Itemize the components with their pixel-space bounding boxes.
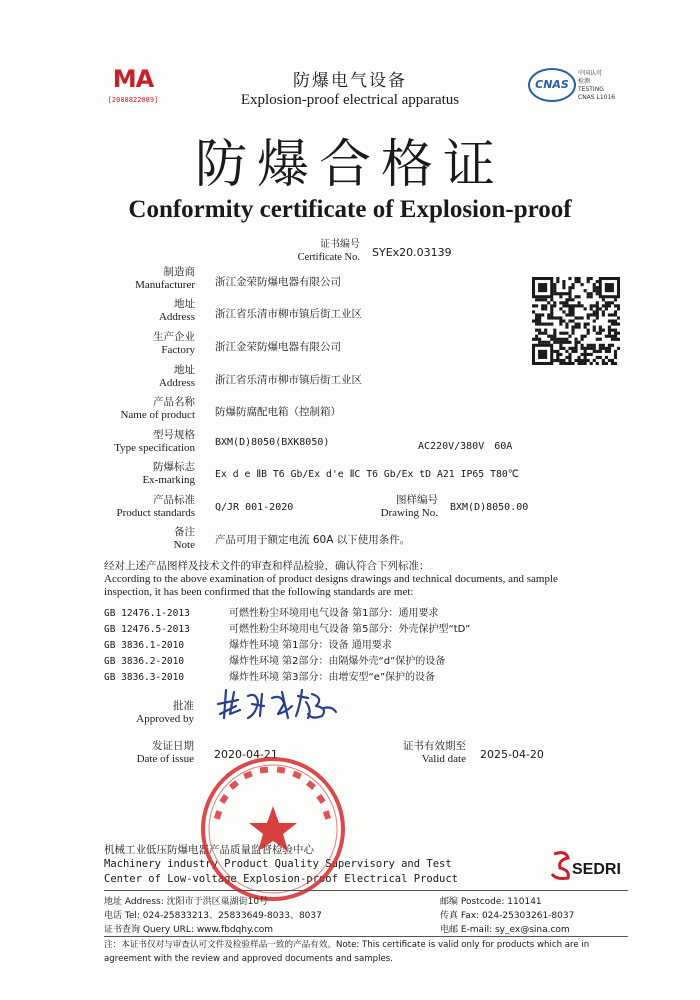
contact-email[interactable]: 电邮 E-mail: sy_ex@sina.com	[440, 925, 570, 935]
issue-date-label-cn: 发证日期	[152, 740, 194, 752]
product-name-value: 防爆防腐配电箱（控制箱）	[215, 406, 341, 418]
header-title-en: Explosion-proof electrical apparatus	[240, 92, 460, 108]
organization-name-cn: 机械工业低压防爆电器产品质量监督检验中心	[104, 844, 314, 856]
certificate-no-label	[270, 238, 360, 264]
approved-by-label	[74, 700, 194, 726]
standard-code: GB 12476.1-2013	[104, 608, 190, 619]
standard-name: 爆炸性环境 第2部分：由隔爆外壳“d”保护的设备	[229, 656, 446, 667]
manufacturer-label	[75, 266, 195, 292]
inspection-statement-en-1: According to the above examination of product designs drawings and technical documents, and sample	[104, 573, 558, 585]
product-standards-label-en: Product standards	[116, 507, 195, 519]
drawing-no-label-en: Drawing No.	[380, 507, 438, 519]
manufacturer-value: 浙江金荣防爆电器有限公司	[215, 276, 341, 288]
ex-marking-value: Ex d e ⅡB T6 Gb/Ex d'e ⅡC T6 Gb/Ex tD A21 IP65 T80℃	[215, 469, 519, 480]
standard-name: 爆炸性环境 第1部分：设备 通用要求	[229, 640, 392, 651]
product-name-label-en: Name of product	[120, 409, 195, 421]
qr-code-icon	[532, 277, 620, 365]
issue-date-value: 2020-04-21	[214, 748, 278, 761]
type-spec-rating: AC220V/380V 60A	[418, 441, 513, 452]
address-label-en: Address	[158, 311, 195, 323]
cnas-text	[578, 70, 615, 102]
sedri-logo-text: SEDRI	[572, 861, 620, 878]
standard-row	[104, 604, 439, 619]
valid-date-label-en: Valid date	[421, 753, 466, 765]
product-name-label-cn: 产品名称	[153, 396, 195, 408]
organization-name-en-1: Machinery industry Product Quality Supervisory and Test	[104, 858, 452, 870]
cnas-line-4: CNAS L1016	[578, 94, 616, 101]
certificate-no-label-cn: 证书编号	[320, 239, 360, 250]
drawing-no-value: BXM(D)8050.00	[450, 502, 529, 513]
ex-marking-label-cn: 防爆标志	[153, 461, 195, 473]
product-standards-label-cn: 产品标准	[153, 494, 195, 506]
certificate-no-label-en: Certificate No.	[297, 252, 360, 263]
certificate-title-cn: 防爆合格证	[194, 135, 505, 195]
note-label-cn: 备注	[174, 526, 195, 538]
contact-fax: 传真 Fax: 024-25303261-8037	[440, 911, 575, 921]
factory-address-value: 浙江省乐清市柳市镇后街工业区	[215, 374, 362, 386]
standard-row	[104, 636, 392, 651]
note-value: 产品可用于额定电流 60A 以下使用条件。	[215, 534, 411, 546]
standard-code: GB 12476.5-2013	[104, 624, 190, 635]
cma-mark: MA	[112, 65, 154, 93]
type-spec-label-en: Type specification	[114, 442, 195, 454]
cma-number: [2008822089]	[107, 96, 159, 104]
valid-date-value: 2025-04-20	[480, 748, 544, 761]
organization-name-en-2: Center of Low-voltage Explosion-proof Electrical Product	[104, 873, 459, 885]
address-label-cn: 地址	[174, 298, 195, 310]
contact-address: 地址 Address: 沈阳市于洪区巢湖街10号	[104, 897, 269, 907]
footnote-line-1: 注：本证书仅对与审查认可文件及检验样品一致的产品有效。Note: This certificate is valid only for products which are in	[104, 940, 590, 950]
type-spec-value: BXM(D)8050(BXK8050)	[215, 437, 330, 448]
issue-date-label-en: Date of issue	[136, 753, 194, 765]
valid-date-label	[376, 740, 466, 766]
cnas-line-3: TESTING	[578, 86, 604, 93]
standard-code: GB 3836.3-2010	[104, 672, 185, 683]
cnas-line-1: 中国认可	[578, 70, 603, 77]
factory-label-en: Factory	[161, 344, 195, 356]
contact-tel: 电话 Tel: 024-25833213、25833649-8033、8037	[104, 911, 322, 921]
valid-date-label-cn: 证书有效期至	[403, 740, 466, 752]
note-label	[75, 526, 195, 552]
factory-address-label-cn: 地址	[174, 364, 195, 376]
product-standards-value: Q/JR 001-2020	[215, 502, 294, 513]
standard-row	[104, 668, 435, 683]
inspection-statement-en-2: inspection, it has been confirmed that the following standards are met:	[104, 586, 414, 598]
manufacturer-label-cn: 制造商	[163, 266, 195, 278]
type-spec-label	[75, 429, 195, 455]
approved-by-label-en: Approved by	[136, 713, 194, 725]
drawing-no-label-cn: 图样编号	[396, 494, 438, 506]
factory-address-label-en: Address	[158, 377, 195, 389]
drawing-no-label	[318, 494, 438, 520]
header-title-cn: 防爆电气设备	[293, 71, 407, 91]
official-seal-icon	[198, 754, 348, 904]
issue-date-label	[104, 740, 194, 766]
manufacturer-label-en: Manufacturer	[135, 279, 195, 291]
factory-label-cn: 生产企业	[153, 331, 195, 343]
cnas-mark: CNAS	[528, 68, 576, 102]
contact-url[interactable]: 证书查询 Query URL: www.fbdqhy.com	[104, 925, 274, 935]
standard-row	[104, 652, 445, 667]
ex-marking-label	[75, 461, 195, 487]
certificate-title-en: Conformity certificate of Explosion-proof	[128, 196, 572, 223]
contact-postcode: 邮编 Postcode: 110141	[440, 897, 542, 907]
standard-code: GB 3836.2-2010	[104, 656, 185, 667]
factory-label	[75, 331, 195, 357]
note-label-en: Note	[173, 539, 195, 551]
divider	[104, 890, 628, 891]
standard-row	[104, 620, 470, 635]
inspection-statement-cn: 经对上述产品图样及技术文件的审查和样品检验，确认符合下列标准：	[104, 560, 430, 572]
address-label	[75, 298, 195, 324]
divider	[104, 936, 628, 937]
product-standards-label	[75, 494, 195, 520]
standard-name: 可燃性粉尘环境用电气设备 第5部分：外壳保护型“tD”	[229, 624, 471, 635]
footnote-line-2: agreement with the review and approved documents and samples.	[104, 954, 393, 964]
factory-value: 浙江金荣防爆电器有限公司	[215, 341, 341, 353]
sedri-logo	[550, 848, 620, 882]
factory-address-label	[75, 364, 195, 390]
certificate-no-value: SYEx20.03139	[372, 246, 452, 259]
cnas-line-2: 检测	[578, 78, 591, 85]
type-spec-label-cn: 型号规格	[153, 429, 195, 441]
signature-icon	[212, 684, 342, 728]
standard-name: 可燃性粉尘环境用电气设备 第1部分：通用要求	[229, 608, 439, 619]
ex-marking-label-en: Ex-marking	[142, 474, 195, 486]
standard-code: GB 3836.1-2010	[104, 640, 185, 651]
inspection-statement	[104, 560, 624, 599]
address-value: 浙江省乐清市柳市镇后街工业区	[215, 308, 362, 320]
sedri-logo-icon	[550, 848, 620, 882]
approved-by-label-cn: 批准	[173, 700, 194, 712]
cnas-logo	[528, 68, 628, 108]
product-name-label	[75, 396, 195, 422]
standard-name: 爆炸性环境 第3部分：由增安型“e”保护的设备	[229, 672, 436, 683]
